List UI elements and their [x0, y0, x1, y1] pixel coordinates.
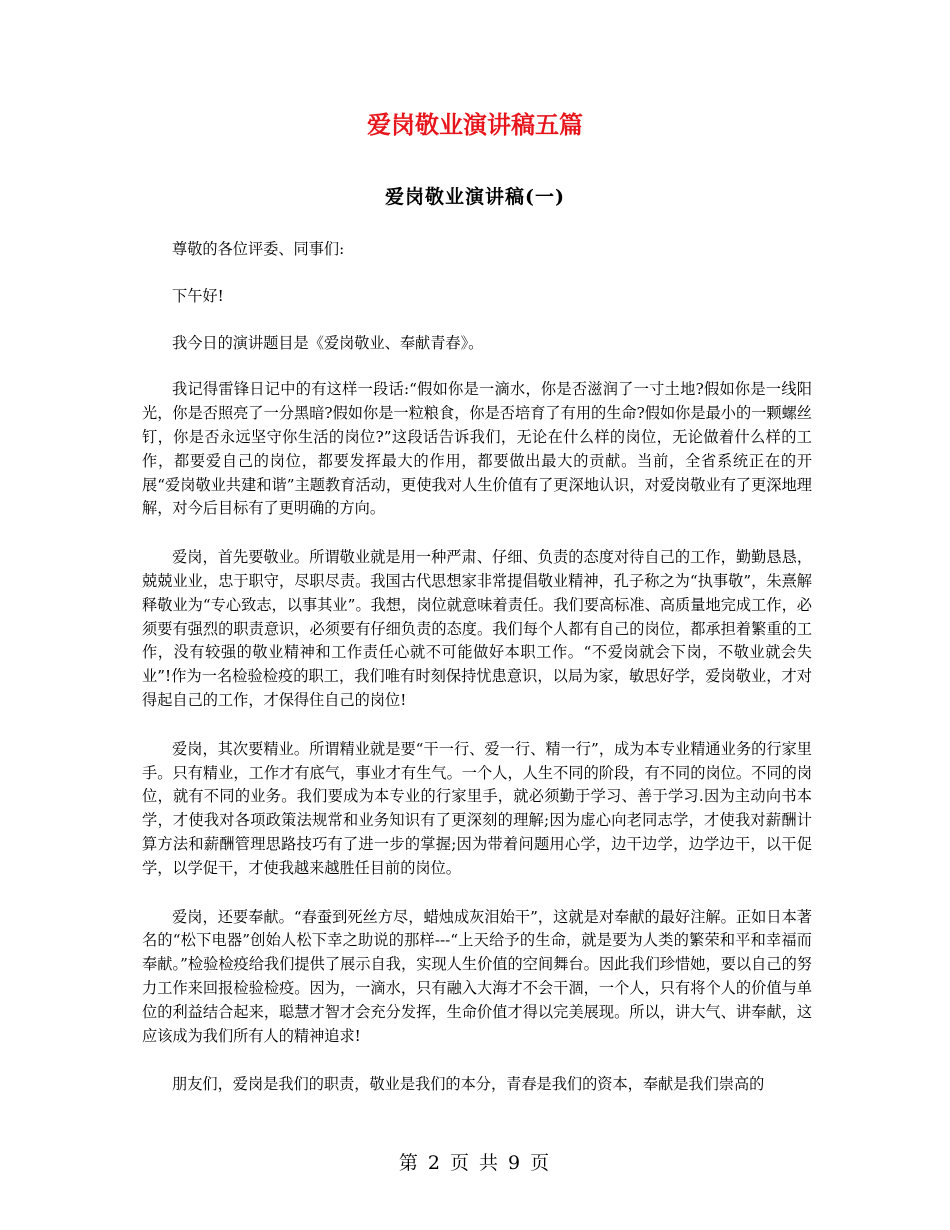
document-title: 爱岗敬业演讲稿五篇: [367, 110, 583, 139]
paragraph-body: 爱岗，还要奉献。“春蚕到死丝方尽，蜡烛成灰泪始干”，这就是对奉献的最好注解。正如日本著名的“松下电器”创始人松下幸之助说的那样---“上天给予的生命，就是要为人类的繁荣和平和幸福而奉献。”检验检疫给我们提供了展示自我，实现人生价值的空间舞台。因此我们珍惜她，要以自己的努力工作来回报检验检疫。因为，一滴水，只有融入大海才不会干涸，一个人，只有将个人的价值与单位的利益结合起来，聪慧才智才会充分发挥，生命价值才得以完美展现。所以，讲大气、讲奉献，这应该成为我们所有人的精神追求!: [142, 907, 812, 1045]
page-footer: 第 2 页 共 9 页: [398, 1152, 552, 1174]
paragraph-body: 朋友们，爱岗是我们的职责，敬业是我们的本分，青春是我们的资本，奉献是我们崇高的: [172, 1075, 765, 1094]
paragraph-body: 我记得雷锋日记中的有这样一段话:“假如你是一滴水，你是否滋润了一寸土地?假如你是一线阳光，你是否照亮了一分黑暗?假如你是一粒粮食，你是否培育了有用的生命?假如你是最小的一颗螺丝钉，你是否永远坚守你生活的岗位?”这段话告诉我们，无论在什么样的岗位，无论做着什么样的工作，都要爱自己的岗位，都要发挥最大的作用，都要做出最大的贡献。当前，全省系统正在的开展“爱岗敬业共建和谐”主题教育活动，更使我对人生价值有了更深地认识，对爱岗敬业有了更深地理解，对今后目标有了更明确的方向。: [142, 380, 812, 518]
document-body: [142, 238, 812, 1120]
paragraph-body: 爱岗，其次要精业。所谓精业就是要“干一行、爱一行、精一行”，成为本专业精通业务的行家里手。只有精业，工作才有底气，事业才有生气。一个人，人生不同的阶段，有不同的岗位。不同的岗位，就有不同的业务。我们要成为本专业的行家里手，就必须勤于学习、善于学习.因为主动向书本学，才使我对各项政策法规常和业务知识有了更深刻的理解;因为虚心向老同志学，才使我对薪酬计算方法和薪酬管理思路技巧有了进一步的掌握;因为带着问题用心学，边干边学，边学边干，以干促学，以学促干，才使我越来越胜任目前的岗位。: [142, 739, 812, 877]
paragraph-body: 爱岗，首先要敬业。所谓敬业就是用一种严肃、仔细、负责的态度对待自己的工作，勤勤恳恳，兢兢业业，忠于职守，尽职尽责。我国古代思想家非常提倡敬业精神，孔子称之为“执事敬”，朱熹解释敬业为“专心致志，以事其业”。我想，岗位就意味着责任。我们要高标准、高质量地完成工作，必须要有强烈的职责意识，必须要有仔细负责的态度。我们每个人都有自己的岗位，都承担着繁重的工作，没有较强的敬业精神和工作责任心就不可能做好本职工作。“不爱岗就会下岗，不敬业就会失业”!作为一名检验检疫的职工，我们唯有时刻保持忧患意识，以局为家，敏思好学，爱岗敬业，才对得起自己的工作，才保得住自己的岗位!: [142, 548, 812, 709]
paragraph-topic: 我今日的演讲题目是《爱岗敬业、奉献青春》。: [172, 333, 484, 352]
paragraph-greeting: 下午好!: [172, 286, 224, 305]
paragraph-salutation: 尊敬的各位评委、同事们:: [172, 240, 345, 258]
section-title: 爱岗敬业演讲稿(一): [385, 186, 565, 208]
